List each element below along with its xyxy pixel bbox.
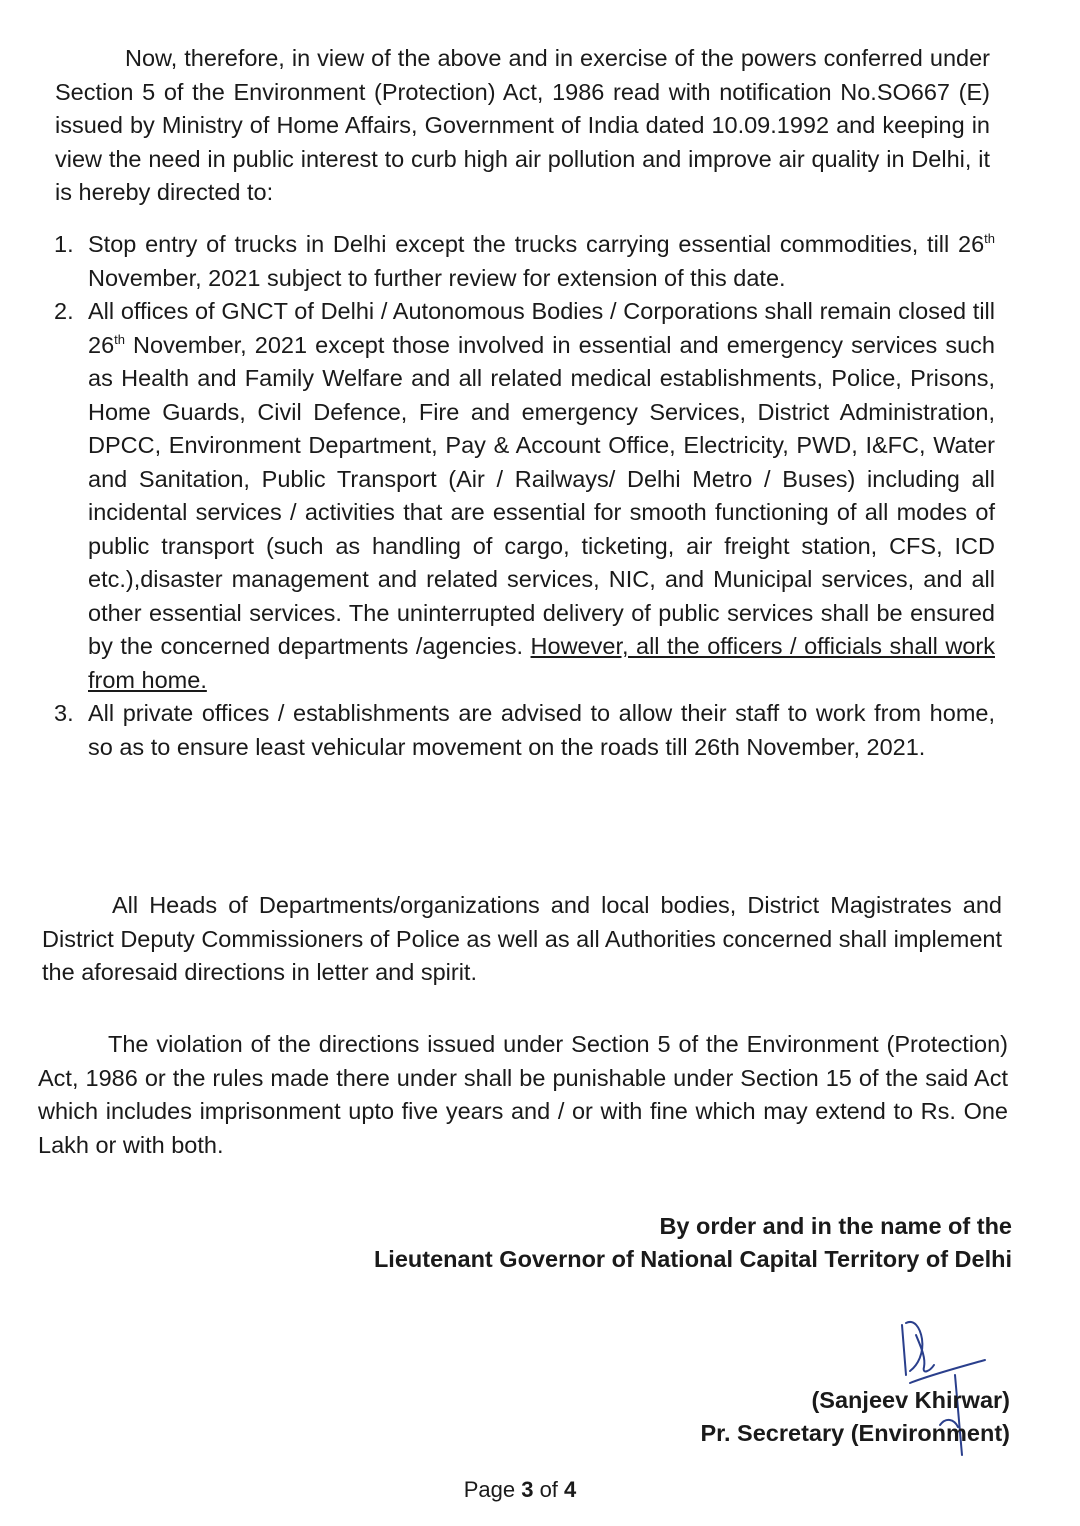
intro-paragraph: Now, therefore, in view of the above and in exercise of the powers conferred under Section 5 of the Environment (Protection) Act, 1986 read with notification No.SO667 (E) issued by Ministry of Home Affairs, Government of India dated 10.09.1992 and keeping in view the need in public interest to curb high air pollution and improve air quality in Delhi, it is hereby directed to: <box>55 45 990 205</box>
ordinal-suffix: th <box>114 331 125 347</box>
direction-text-cont: November, 2021 subject to further review for extension of this date. <box>88 264 786 291</box>
order-line-2: Lieutenant Governor of National Capital Territory of Delhi <box>373 1246 1012 1272</box>
implementation-paragraph: All Heads of Departments/organizations and local bodies, District Magistrates and District Deputy Commissioners of Police as well as all Authorities concerned shall implement the aforesaid directions in letter and spirit. <box>42 892 1002 985</box>
page-number <box>0 1477 1040 1503</box>
ordinal-suffix: th <box>984 231 995 247</box>
direction-number: 1. <box>54 231 74 257</box>
signatory-name: (Sanjeev Khirwar) <box>811 1387 1010 1413</box>
current-page: 3 <box>521 1477 534 1502</box>
direction-number: 3. <box>54 700 74 726</box>
direction-number: 2. <box>54 298 74 324</box>
signatory-designation: Pr. Secretary (Environment) <box>700 1420 1010 1446</box>
direction-item-3 <box>50 697 995 764</box>
direction-text: All private offices / establishments are advised to allow their staff to work from home, so as to ensure least vehicular movement on the roads till 26th November, 2021. <box>88 700 995 760</box>
work-from-home-note: However, all the officers / officials shall work from home. <box>88 633 995 693</box>
direction-item-1 <box>50 228 995 295</box>
direction-text: Stop entry of trucks in Delhi except the trucks carrying essential commodities, till 26 <box>88 231 985 257</box>
directions-list <box>50 228 995 764</box>
penalty-paragraph: The violation of the directions issued under Section 5 of the Environment (Protection) Act, 1986 or the rules made there under shall be punishable under Section 15 of the said Act which includes imprisonment upto five years and / or with fine which may extend to Rs. One Lakh or with both. <box>38 1031 1008 1158</box>
order-block <box>374 1210 1012 1276</box>
direction-text-cont: November, 2021 except those involved in essential and emergency services such as Health and Family Welfare and all related medical establishments, Police, Prisons, Home Guards, Civil Defence, Fire and emergency Services, District Administration, DPCC, Environment Department, Pay & Account Office, Electricity, PWD, I&FC, Water and Sanitation, Public Transport (Air / Railways/ Delhi Metro / Buses) including all incidental services / activities that are essential for smooth functioning of all modes of public transport (such as handling of cargo, ticketing, air freight station, CFS, ICD etc.),disaster management and related services, NIC, and Municipal services, and all other essential services. The uninterrupted delivery of public services shall be ensured by the concerned departments /agencies. <box>88 331 995 659</box>
direction-item-2 <box>50 295 995 697</box>
direction-text: All offices of GNCT of Delhi / Autonomous Bodies / Corporations shall remain closed till 26 <box>88 298 995 358</box>
signatory-block <box>700 1384 1010 1450</box>
total-pages: 4 <box>564 1477 577 1502</box>
page-label: Page <box>463 1477 522 1502</box>
order-line-1: By order and in the name of the <box>659 1213 1012 1239</box>
page-of-label: of <box>533 1477 565 1502</box>
